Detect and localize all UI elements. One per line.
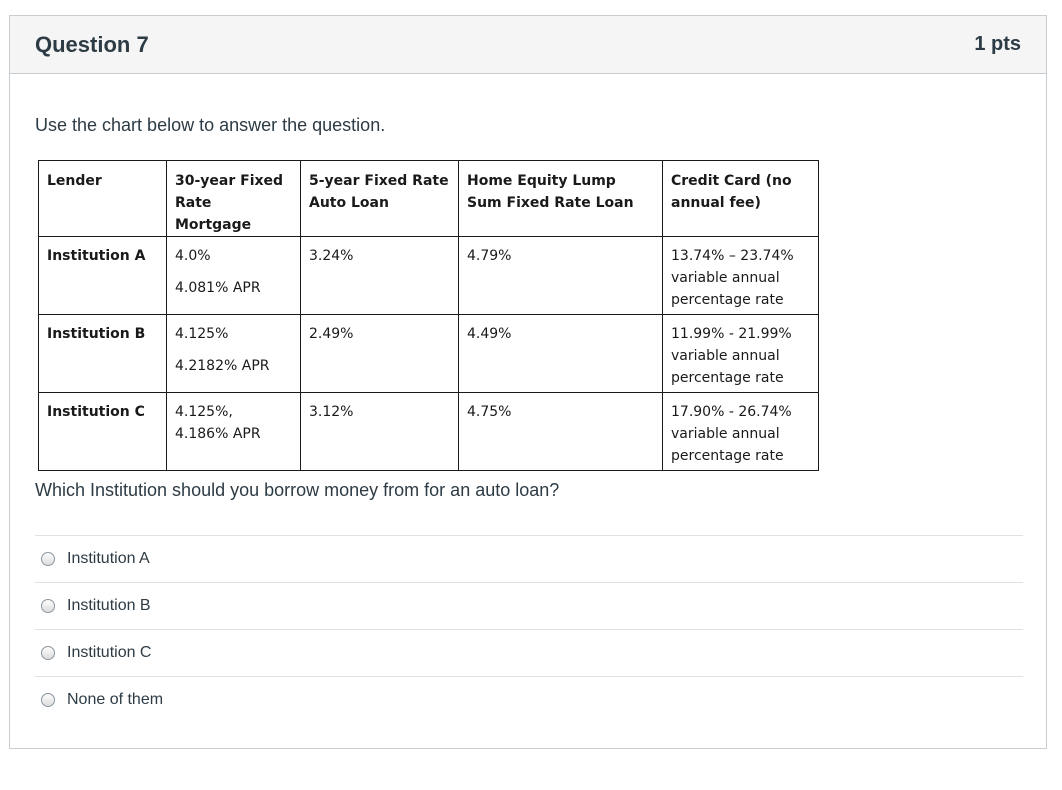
table-row	[39, 315, 819, 393]
mortgage-cell	[167, 315, 301, 393]
rate-comparison-table	[38, 160, 819, 471]
mortgage-rate: 4.0%	[175, 248, 211, 264]
answer-option[interactable]	[35, 582, 1023, 629]
radio-button[interactable]	[41, 552, 55, 566]
table-row	[39, 393, 819, 471]
question-text: Which Institution should you borrow money from for an auto loan?	[35, 480, 560, 500]
radio-button[interactable]	[41, 646, 55, 660]
lender-cell: Institution A	[39, 237, 167, 315]
answer-option[interactable]	[35, 676, 1023, 723]
radio-button[interactable]	[41, 693, 55, 707]
mortgage-apr: 4.186% APR	[175, 426, 261, 442]
credit-card-cell: 13.74% – 23.74% variable annual percentage rate	[663, 237, 819, 315]
mortgage-cell	[167, 393, 301, 471]
question-prompt: Use the chart below to answer the question.	[35, 115, 386, 135]
answer-label[interactable]: Institution A	[67, 550, 150, 567]
question-card	[9, 15, 1047, 749]
answer-label[interactable]: Institution C	[67, 644, 152, 661]
answer-label[interactable]: Institution B	[67, 597, 151, 614]
mortgage-apr: 4.081% APR	[175, 280, 261, 296]
mortgage-cell	[167, 237, 301, 315]
table-header-row	[39, 161, 819, 237]
auto-loan-cell: 2.49%	[301, 315, 459, 393]
home-equity-cell: 4.79%	[459, 237, 663, 315]
auto-loan-cell: 3.12%	[301, 393, 459, 471]
header-credit-card: Credit Card (no annual fee)	[663, 161, 819, 237]
question-header	[10, 16, 1046, 74]
credit-card-cell: 17.90% - 26.74% variable annual percentage rate	[663, 393, 819, 471]
home-equity-cell: 4.49%	[459, 315, 663, 393]
question-title: Question 7	[35, 31, 149, 57]
question-points: 1 pts	[974, 33, 1021, 55]
header-mortgage: 30-year Fixed Rate Mortgage	[167, 161, 301, 237]
lender-cell: Institution B	[39, 315, 167, 393]
table-row	[39, 237, 819, 315]
header-lender: Lender	[39, 161, 167, 237]
header-home-equity: Home Equity Lump Sum Fixed Rate Loan	[459, 161, 663, 237]
credit-card-cell: 11.99% - 21.99% variable annual percentage rate	[663, 315, 819, 393]
home-equity-cell: 4.75%	[459, 393, 663, 471]
lender-cell: Institution C	[39, 393, 167, 471]
auto-loan-cell: 3.24%	[301, 237, 459, 315]
mortgage-rate: 4.125%,	[175, 404, 233, 420]
answer-label[interactable]: None of them	[67, 691, 164, 708]
answer-option[interactable]	[35, 629, 1023, 676]
answer-option[interactable]	[35, 535, 1023, 582]
mortgage-rate: 4.125%	[175, 326, 229, 342]
answer-list	[35, 535, 1023, 723]
mortgage-apr: 4.2182% APR	[175, 358, 270, 374]
header-auto-loan: 5-year Fixed Rate Auto Loan	[301, 161, 459, 237]
radio-button[interactable]	[41, 599, 55, 613]
